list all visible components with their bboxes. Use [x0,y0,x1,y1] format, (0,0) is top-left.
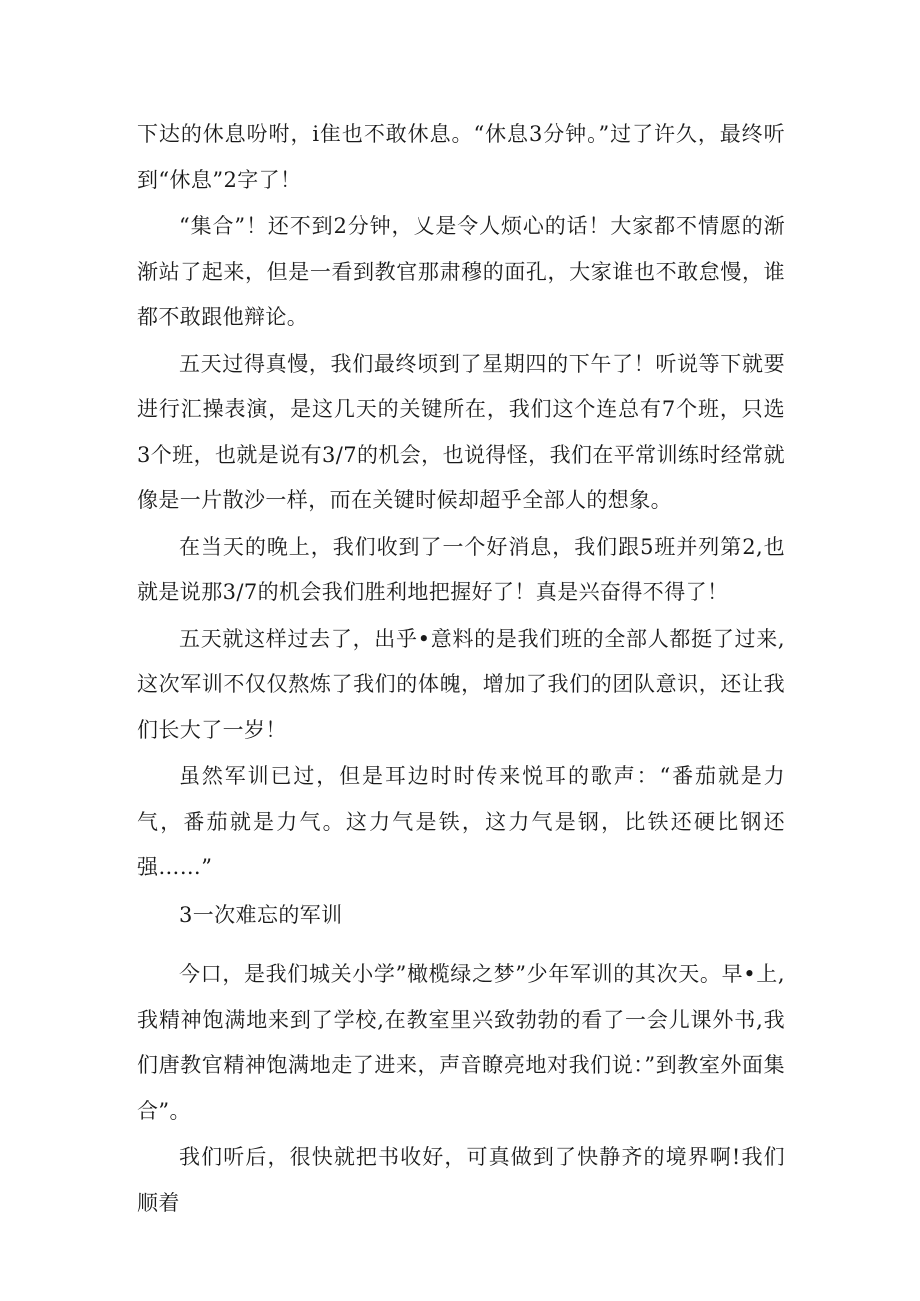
paragraph-1: 下达的休息吩咐，i隹也不敢休息。“休息3分钟。”过了许久，最终听到“休息”2字了！ [137,122,785,192]
paragraph-6: 虽然军训已过，但是耳边时时传来悦耳的歌声：“番茄就是力气，番茄就是力气。这力气是铁，这力气是钢，比铁还硬比钢还强……” [137,764,785,879]
paragraph-4: 在当天的晚上，我们收到了一个好消息，我们跟5班并列第2,也就是说那3/7的机会我们胜利地把握好了！真是兴奋得不得了！ [137,534,785,604]
paragraph-5: 五天就这样过去了，出乎•意料的是我们班的全部人都挺了过来,这次军训不仅仅熬炼了我们的体魄，增加了我们的团队意识，还让我们长大了一岁！ [137,626,785,742]
paragraph-2: “集合”！还不到2分钟，乂是令人烦心的话！大家都不情愿的渐渐站了起来，但是一看到教官那肃穆的面孔，大家谁也不敢怠慢，谁都不敢跟他辩论。 [137,214,785,329]
document-body [137,112,785,1226]
paragraph-8: 我们听后，很快就把书收好，可真做到了快静齐的境界啊!我们顺着 [137,1145,785,1215]
section-title: 3一次难忘的军训 [179,902,343,927]
paragraph-7: 今口，是我们城关小学”橄榄绿之梦”少年军训的其次天。早•上,我精神饱满地来到了学校,在教室里兴致勃勃的看了一会儿课外书,我们唐教官精神饱满地走了进来，声音瞭亮地对我们说：”到教室外面集合”。 [137,962,785,1123]
paragraph-3: 五天过得真慢，我们最终顷到了星期四的下午了！听说等下就要进行汇操表演，是这几天的关键所在，我们这个连总有7个班，只选3个班，也就是说有3/7的机会，也说得怪，我们在平常训练时经常就像是一片散沙一样，而在关键时候却超乎全部人的想象。 [137,351,785,512]
